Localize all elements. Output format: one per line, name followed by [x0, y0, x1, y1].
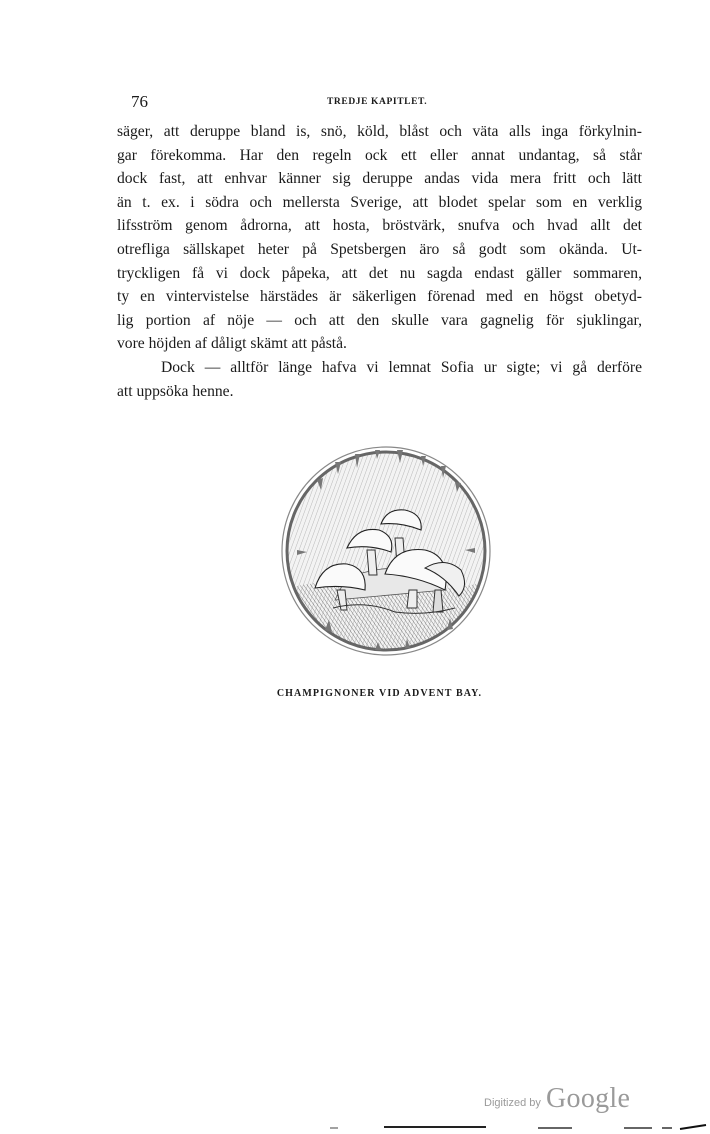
text-line: otrefliga sällskapet heter på Spetsbergen äro så godt som okända. Ut-: [117, 240, 642, 258]
text-line: dock fast, att enhvar känner sig deruppe andas vida mera fritt och lätt: [117, 170, 642, 188]
text-line: lig portion af nöje — och att den skulle vara gagnelig för sjuklingar,: [117, 311, 642, 329]
text-line: Dock — alltför länge hafva vi lemnat Sofia ur sigte; vi gå derföre: [161, 358, 642, 376]
text-line: säger, att deruppe bland is, snö, köld, blåst och väta alls inga förkylnin-: [117, 123, 642, 140]
body-text: [117, 120, 642, 403]
digitized-watermark: [484, 1083, 634, 1117]
running-head: TREDJE KAPITLET.: [327, 97, 428, 107]
text-line: ty en vintervistelse härstädes är säkerligen förenad med en högst obetyd-: [117, 288, 642, 306]
paragraph-2: [117, 356, 642, 403]
mushroom-illustration: [275, 440, 497, 662]
text-line: tryckligen få vi dock påpeka, att det nu sagda endast gäller sommaren,: [117, 264, 642, 282]
text-line: vore höjden af dåligt skämt att påstå.: [117, 335, 347, 353]
page-header: [131, 92, 642, 112]
text-line: att uppsöka henne.: [117, 382, 234, 400]
engraving-image: [275, 440, 497, 662]
figure-caption: CHAMPIGNONER VID ADVENT BAY.: [276, 688, 483, 699]
bottom-scan-marks: [330, 1122, 710, 1132]
page-number: 76: [131, 92, 148, 111]
text-line: än t. ex. i södra och mellersta Sverige, att blodet spelar som en verklig: [117, 193, 642, 211]
text-line: lifsström genom ådrorna, att hosta, bröstvärk, snufva och hvad allt det: [117, 217, 642, 235]
paragraph-1: [117, 120, 642, 356]
google-logo: Google: [546, 1083, 631, 1114]
text-line: gar förekomma. Har den regeln ock ett eller annat undantag, så står: [117, 146, 642, 164]
digitized-by-label: Digitized by: [484, 1097, 541, 1109]
